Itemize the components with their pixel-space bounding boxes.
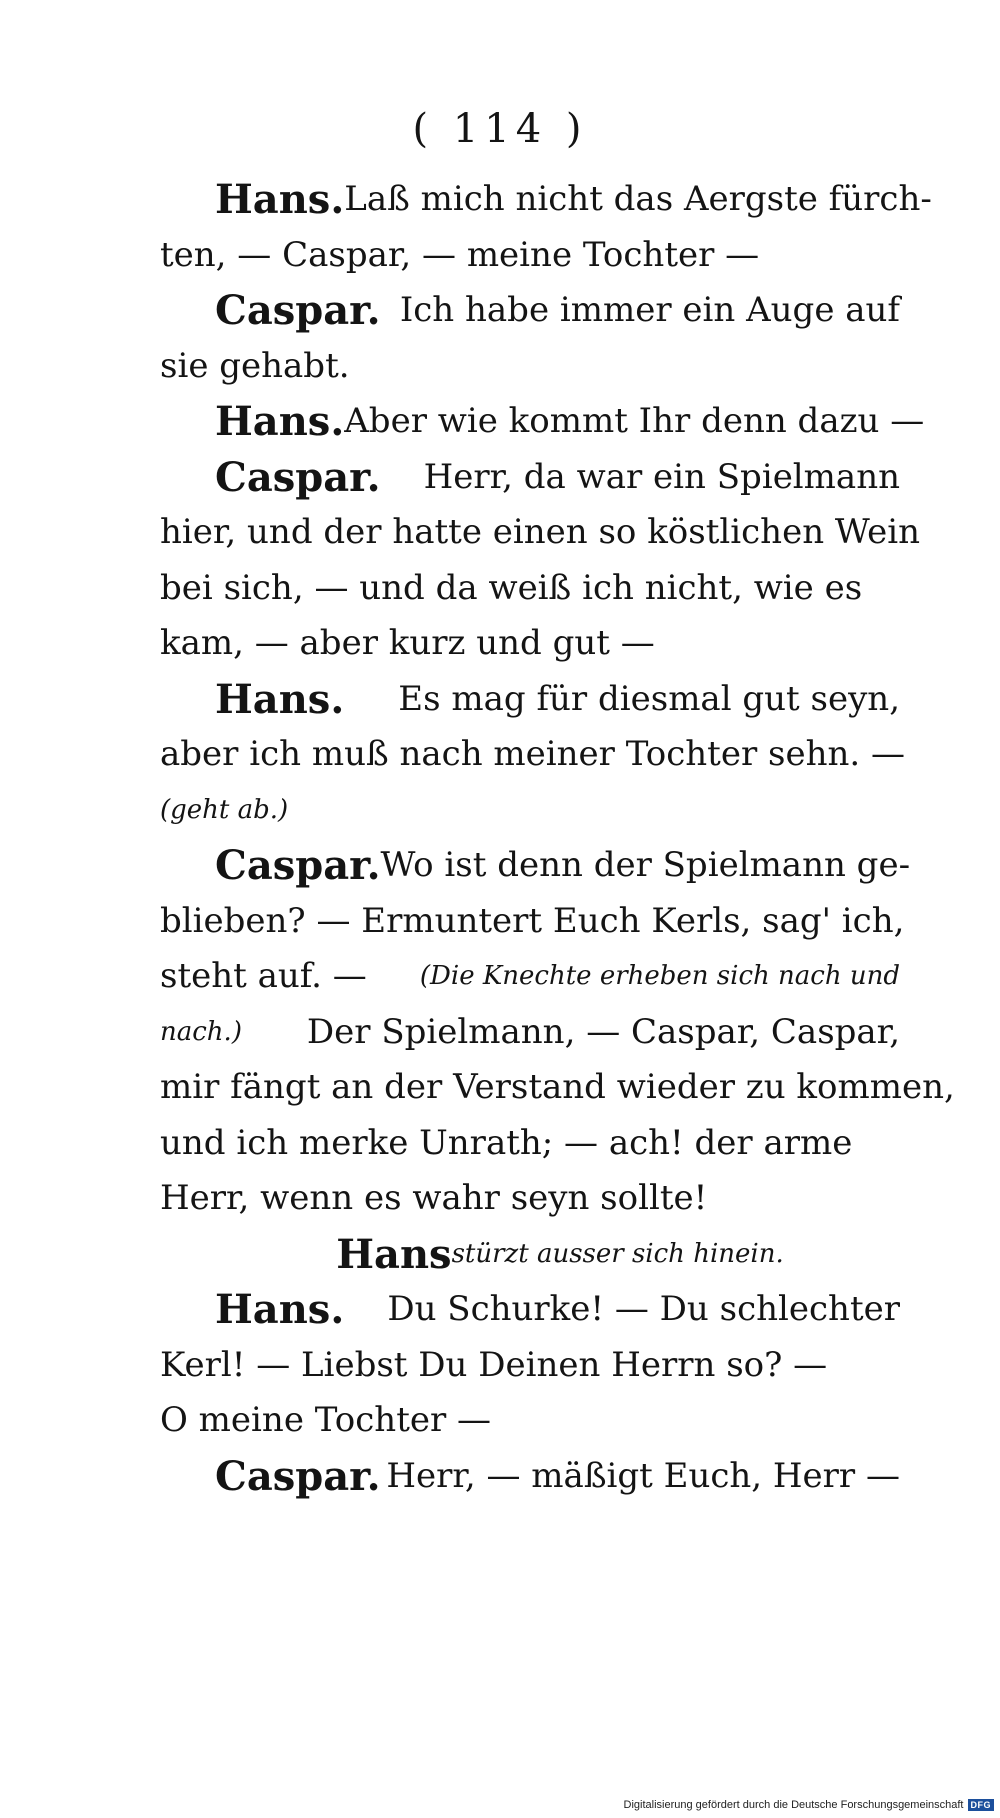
- speaker-name: Hans.: [215, 1286, 345, 1333]
- dialogue-text: aber ich muß nach meiner Tochter sehn. —: [160, 734, 905, 774]
- dialogue-text: Kerl! — Liebst Du Deinen Herrn so? —: [160, 1344, 828, 1385]
- dialogue-text: Es mag für diesmal gut seyn,: [398, 678, 900, 719]
- dialogue-text: und ich merke Unrath; — ach! der arme: [160, 1122, 853, 1163]
- stage-direction: nach.): [160, 1016, 242, 1047]
- stage-direction: (geht ab.): [160, 794, 289, 825]
- dialogue-text: Wo ist denn der Spielmann ge-: [380, 845, 911, 885]
- text-line: [160, 727, 905, 783]
- dialogue-text: O meine Tochter —: [160, 1400, 492, 1440]
- text-line: [160, 1060, 955, 1116]
- dialogue-text: ten, — Caspar, — meine Tochter —: [160, 234, 760, 275]
- text-line: [160, 616, 900, 672]
- text-line: [160, 1338, 900, 1394]
- stage-direction: (Die Knechte erheben sich nach und: [419, 961, 900, 991]
- speaker-name: Caspar.: [215, 453, 381, 501]
- dialogue-text: Aber wie kommt Ihr denn dazu —: [344, 401, 925, 441]
- dialogue-text: steht auf. —: [160, 956, 367, 996]
- dialogue-text: Herr, da war ein Spielmann: [423, 456, 900, 497]
- text-line: [160, 450, 900, 506]
- text-line: [160, 838, 911, 894]
- text-line: [160, 949, 900, 1005]
- page-text-body: [160, 172, 955, 1504]
- dialogue-text: mir fängt an der Verstand wieder zu kommen,: [160, 1067, 955, 1107]
- text-line: [160, 1282, 900, 1338]
- dialogue-text: blieben? — Ermuntert Euch Kerls, sag' ich,: [160, 900, 905, 941]
- speaker-name: Hans.: [215, 398, 345, 445]
- text-line: [160, 894, 905, 950]
- text-line: [160, 561, 900, 617]
- digitization-footer: [624, 1796, 994, 1814]
- speaker-name: Caspar.: [215, 842, 381, 889]
- speaker-name: Caspar.: [215, 1452, 381, 1500]
- text-line: [160, 672, 900, 728]
- dialogue-text: Herr, — mäßigt Euch, Herr —: [386, 1455, 900, 1496]
- text-line: [160, 1449, 900, 1505]
- digitization-credit: Digitalisierung gefördert durch die Deutsche Forschungsgemeinschaft: [623, 1799, 964, 1811]
- dialogue-text: sie gehabt.: [160, 345, 350, 386]
- dialogue-text: bei sich, — und da weiß ich nicht, wie es: [160, 567, 863, 608]
- dfg-logo-icon: DFG: [968, 1799, 995, 1811]
- text-line: [160, 1116, 900, 1172]
- speaker-name: Hans: [336, 1230, 452, 1278]
- dialogue-text: Ich habe immer ein Auge auf: [399, 290, 900, 330]
- page-number: ( 114 ): [412, 106, 588, 152]
- speaker-name: Hans.: [215, 675, 345, 723]
- stage-direction: stürzt ausser sich hinein.: [451, 1238, 784, 1269]
- text-line: [160, 505, 920, 561]
- dialogue-text: Du Schurke! — Du schlechter: [387, 1289, 900, 1329]
- text-line: [160, 172, 932, 228]
- text-line: [160, 228, 900, 284]
- speaker-name: Caspar.: [215, 287, 381, 334]
- text-line: [160, 783, 900, 839]
- text-line: [160, 1005, 900, 1061]
- text-line: [160, 283, 900, 339]
- text-line: [160, 1227, 900, 1283]
- speaker-name: Hans.: [215, 176, 345, 223]
- dialogue-text: Der Spielmann, — Caspar, Caspar,: [306, 1011, 900, 1052]
- text-line: [160, 339, 900, 395]
- text-line: [160, 1393, 900, 1449]
- dialogue-text: Herr, wenn es wahr seyn sollte!: [160, 1178, 708, 1218]
- dialogue-text: hier, und der hatte einen so köstlichen Wein: [160, 512, 920, 552]
- dialogue-text: kam, — aber kurz und gut —: [160, 623, 655, 663]
- dialogue-text: Laß mich nicht das Aergste fürch-: [344, 179, 932, 219]
- text-line: [160, 394, 925, 450]
- text-line: [160, 1171, 900, 1227]
